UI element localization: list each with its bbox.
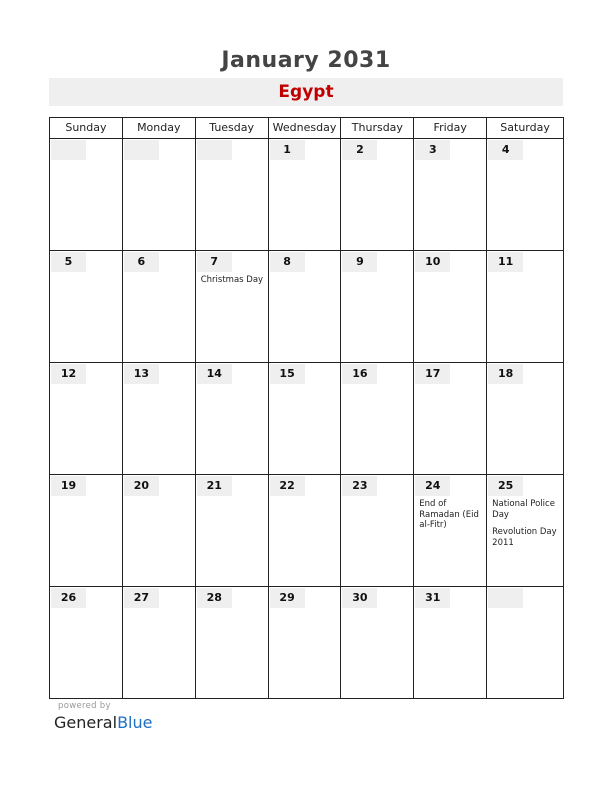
event-list	[419, 499, 483, 538]
day-cell	[123, 139, 196, 251]
brand-blue: Blue	[117, 713, 153, 732]
week-row	[50, 251, 564, 363]
day-number: 12	[51, 364, 86, 384]
day-number: 20	[124, 476, 159, 496]
day-number: 14	[197, 364, 232, 384]
day-number: 28	[197, 588, 232, 608]
country-name: Egypt	[278, 82, 334, 102]
day-cell	[196, 139, 269, 251]
week-row	[50, 587, 564, 699]
day-cell	[487, 251, 564, 363]
day-cell	[50, 363, 123, 475]
day-number: 15	[270, 364, 305, 384]
day-cell	[50, 251, 123, 363]
weekday-header: Saturday	[487, 118, 564, 139]
day-number: 7	[197, 252, 232, 272]
day-number: 22	[270, 476, 305, 496]
day-cell	[50, 587, 123, 699]
day-number: 17	[415, 364, 450, 384]
event-list	[492, 499, 560, 555]
day-cell	[487, 139, 564, 251]
weekday-header: Tuesday	[196, 118, 269, 139]
day-cell	[123, 251, 196, 363]
weekday-header: Monday	[123, 118, 196, 139]
day-number: 6	[124, 252, 159, 272]
day-cell	[269, 587, 342, 699]
day-cell	[269, 475, 342, 587]
day-cell	[414, 139, 487, 251]
day-number	[124, 140, 159, 160]
day-number: 13	[124, 364, 159, 384]
holiday-event: End of Ramadan (Eid al-Fitr)	[419, 499, 479, 530]
day-number	[197, 140, 232, 160]
weekday-header: Sunday	[50, 118, 123, 139]
holiday-event: Revolution Day 2011	[492, 527, 557, 548]
day-cell	[196, 475, 269, 587]
day-cell	[341, 251, 414, 363]
day-number: 26	[51, 588, 86, 608]
day-cell	[341, 587, 414, 699]
day-cell	[269, 251, 342, 363]
day-number: 29	[270, 588, 305, 608]
event-list	[201, 275, 265, 293]
day-number	[51, 140, 86, 160]
day-cell	[196, 251, 269, 363]
day-number: 23	[342, 476, 377, 496]
day-number	[488, 588, 523, 608]
day-cell	[341, 475, 414, 587]
day-cell	[50, 139, 123, 251]
week-row	[50, 363, 564, 475]
day-cell	[50, 475, 123, 587]
brand-general: General	[54, 713, 118, 732]
day-number: 2	[342, 140, 377, 160]
weeks-container	[50, 139, 564, 699]
day-cell	[487, 475, 564, 587]
day-number: 19	[51, 476, 86, 496]
day-cell	[123, 587, 196, 699]
day-cell	[341, 139, 414, 251]
day-cell	[487, 587, 564, 699]
weekday-header-row	[50, 118, 564, 139]
week-row	[50, 475, 564, 587]
day-number: 10	[415, 252, 450, 272]
day-cell	[123, 475, 196, 587]
weekday-header: Wednesday	[269, 118, 342, 139]
day-number: 27	[124, 588, 159, 608]
day-cell	[196, 587, 269, 699]
day-number: 4	[488, 140, 523, 160]
day-number: 31	[415, 588, 450, 608]
day-cell	[269, 139, 342, 251]
holiday-event: National Police Day	[492, 499, 555, 520]
calendar-title: January 2031	[221, 48, 391, 73]
day-number: 1	[270, 140, 305, 160]
holiday-event: Christmas Day	[200, 275, 264, 285]
weekday-header: Thursday	[341, 118, 414, 139]
day-cell	[414, 251, 487, 363]
day-number: 30	[342, 588, 377, 608]
day-cell	[487, 363, 564, 475]
calendar-grid	[49, 117, 564, 699]
day-number: 8	[270, 252, 305, 272]
day-number: 24	[415, 476, 450, 496]
day-number: 11	[488, 252, 523, 272]
generalblue-logo[interactable]	[54, 713, 152, 732]
day-number: 5	[51, 252, 86, 272]
day-cell	[123, 363, 196, 475]
day-cell	[414, 475, 487, 587]
day-number: 9	[342, 252, 377, 272]
week-row	[50, 139, 564, 251]
day-cell	[341, 363, 414, 475]
day-number: 16	[342, 364, 377, 384]
day-number: 21	[197, 476, 232, 496]
day-cell	[196, 363, 269, 475]
day-cell	[269, 363, 342, 475]
day-number: 18	[488, 364, 523, 384]
day-number: 3	[415, 140, 450, 160]
day-number: 25	[488, 476, 523, 496]
powered-by-text: powered by	[58, 701, 111, 711]
country-band	[49, 78, 563, 106]
weekday-header: Friday	[414, 118, 487, 139]
day-cell	[414, 587, 487, 699]
day-cell	[414, 363, 487, 475]
